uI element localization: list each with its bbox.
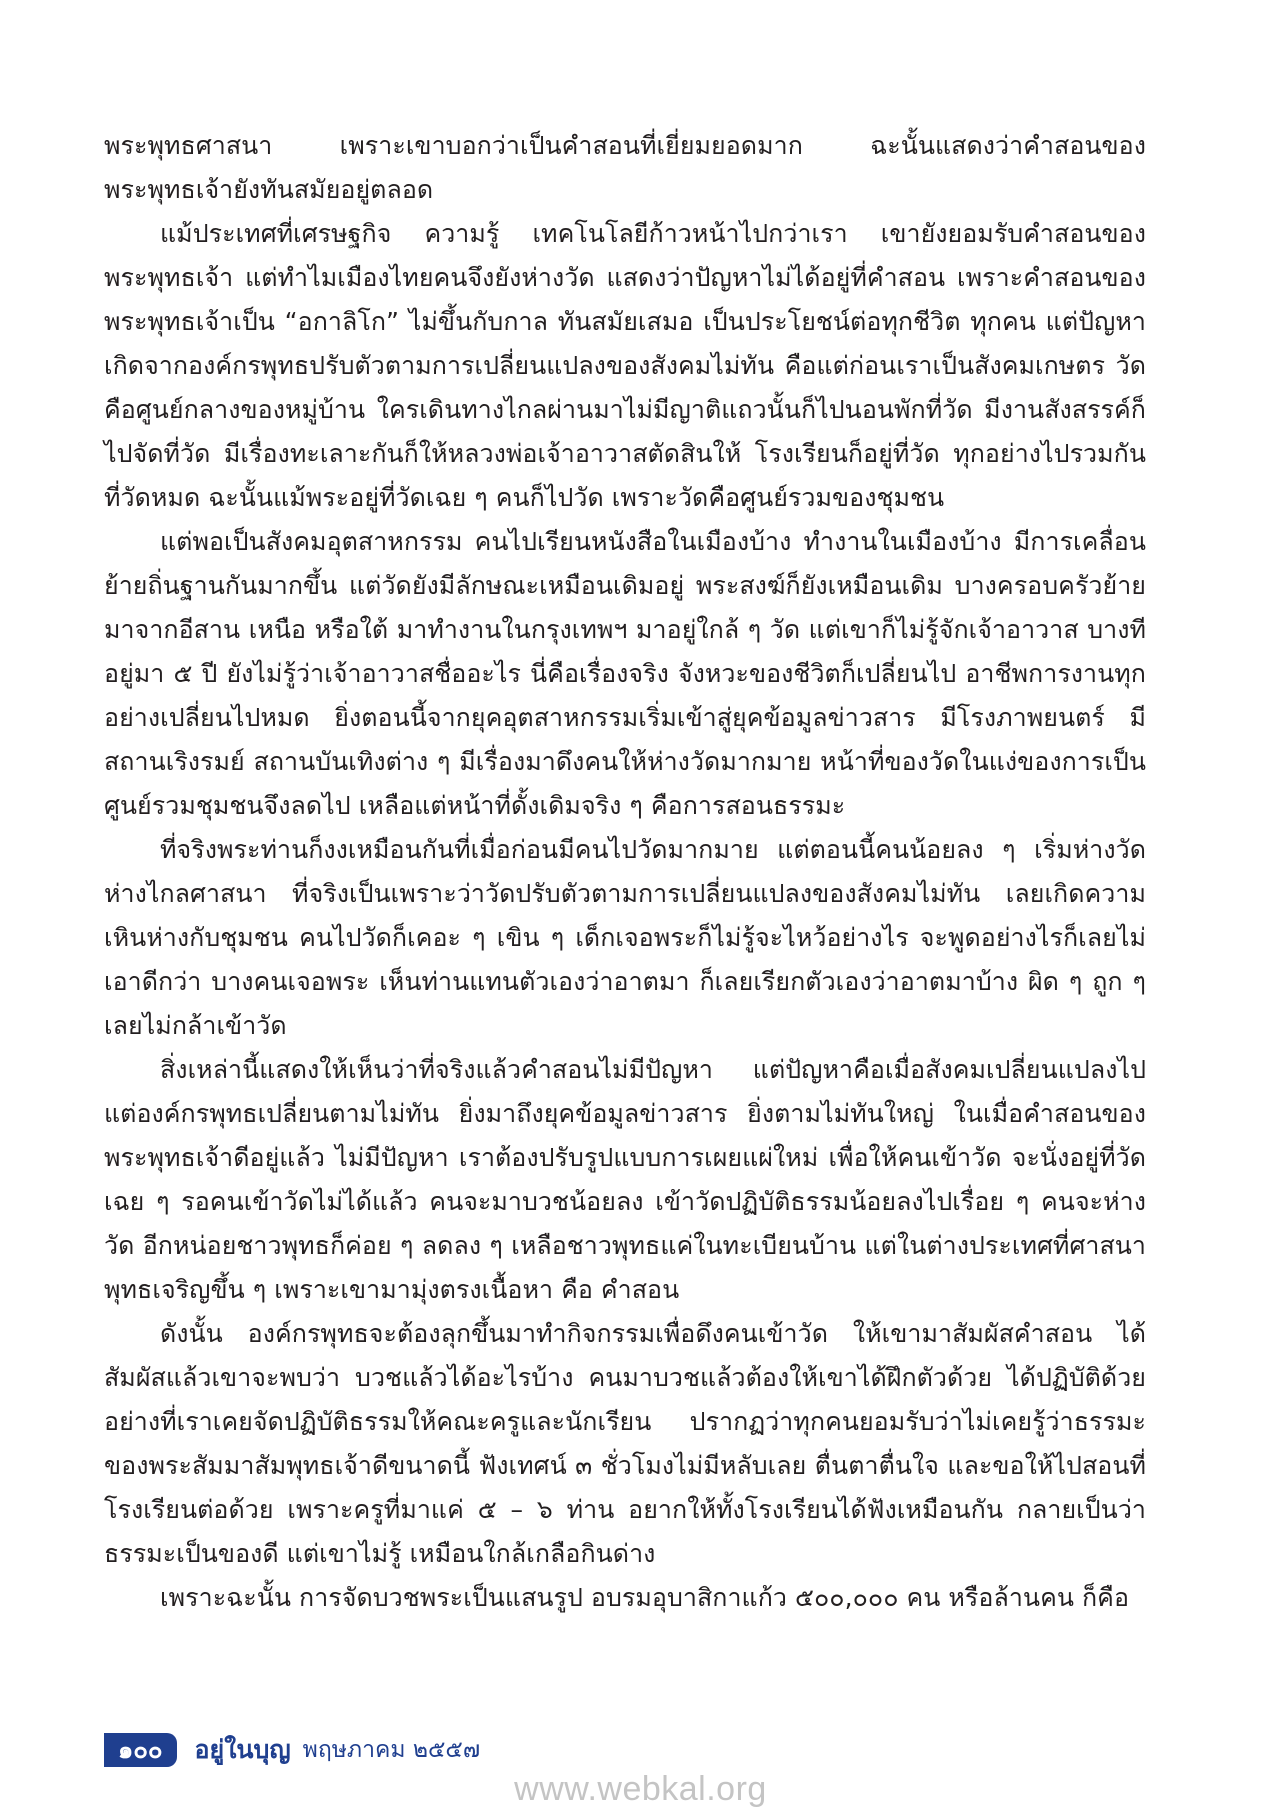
watermark: www.webkal.org — [514, 1770, 767, 1808]
paragraph-continuation: พระพุทธศาสนา เพราะเขาบอกว่าเป็นคำสอนที่เยี่ยมยอดมาก ฉะนั้นแสดงว่าคำสอนของพระพุทธเจ้ายังทันสมัยอยู่ตลอด — [104, 131, 1146, 204]
paragraph: สิ่งเหล่านี้แสดงให้เห็นว่าที่จริงแล้วคำสอนไม่มีปัญหา แต่ปัญหาคือเมื่อสังคมเปลี่ยนแปลงไป แต่องค์กรพุทธเปลี่ยนตามไม่ทัน ยิ่งมาถึงยุคข้อมูลข่าวสาร ยิ่งตามไม่ทันใหญ่ ในเมื่อคำสอนของพระพุทธเจ้าดีอยู่แล้ว ไม่มีปัญหา เราต้องปรับรูปแบบการเผยแผ่ใหม่ เพื่อให้คนเข้าวัด จะนั่งอยู่ที่วัดเฉย ๆ รอคนเข้าวัดไม่ได้แล้ว คนจะมาบวชน้อยลง เข้าวัดปฏิบัติธรรมน้อยลงไปเรื่อย ๆ คนจะห่างวัด อีกหน่อยชาวพุทธก็ค่อย ๆ ลดลง ๆ เหลือชาวพุทธแค่ในทะเบียนบ้าน แต่ในต่างประเทศที่ศาสนาพุทธเจริญขึ้น ๆ เพราะเขามามุ่งตรงเนื้อหา คือ คำสอน — [104, 1055, 1146, 1304]
page-footer — [104, 1733, 480, 1767]
issue-date: พฤษภาคม ๒๕๕๗ — [302, 1737, 481, 1763]
article-body — [104, 124, 1146, 1620]
magazine-title: อยู่ในบุญ — [194, 1735, 291, 1764]
page-number: ๑๐๐ — [104, 1733, 177, 1767]
paragraph: ที่จริงพระท่านก็งงเหมือนกันที่เมื่อก่อนมีคนไปวัดมากมาย แต่ตอนนี้คนน้อยลง ๆ เริ่มห่างวัด ห่างไกลศาสนา ที่จริงเป็นเพราะว่าวัดปรับตัวตามการเปลี่ยนแปลงของสังคมไม่ทัน เลยเกิดความเหินห่างกับชุมชน คนไปวัดก็เคอะ ๆ เขิน ๆ เด็กเจอพระก็ไม่รู้จะไหว้อย่างไร จะพูดอย่างไรก็เลยไม่เอาดีกว่า บางคนเจอพระ เห็นท่านแทนตัวเองว่าอาตมา ก็เลยเรียกตัวเองว่าอาตมาบ้าง ผิด ๆ ถูก ๆ เลยไม่กล้าเข้าวัด — [104, 835, 1146, 1040]
paragraph-continues: เพราะฉะนั้น การจัดบวชพระเป็นแสนรูป อบรมอุบาสิกาแก้ว ๕๐๐,๐๐๐ คน หรือล้านคน ก็คือ — [160, 1583, 1130, 1612]
paragraph: แม้ประเทศที่เศรษฐกิจ ความรู้ เทคโนโลยีก้าวหน้าไปกว่าเรา เขายังยอมรับคำสอนของพระพุทธเจ้า แต่ทำไมเมืองไทยคนจึงยังห่างวัด แสดงว่าปัญหาไม่ได้อยู่ที่คำสอน เพราะคำสอนของพระพุทธเจ้าเป็น “อกาลิโก” ไม่ขึ้นกับกาล ทันสมัยเสมอ เป็นประโยชน์ต่อทุกชีวิต ทุกคน แต่ปัญหาเกิดจากองค์กรพุทธปรับตัวตามการเปลี่ยนแปลงของสังคมไม่ทัน คือแต่ก่อนเราเป็นสังคมเกษตร วัดคือศูนย์กลางของหมู่บ้าน ใครเดินทางไกลผ่านมาไม่มีญาติแถวนั้นก็ไปนอนพักที่วัด มีงานสังสรรค์ก็ไปจัดที่วัด มีเรื่องทะเลาะกันก็ให้หลวงพ่อเจ้าอาวาสตัดสินให้ โรงเรียนก็อยู่ที่วัด ทุกอย่างไปรวมกันที่วัดหมด ฉะนั้นแม้พระอยู่ที่วัดเฉย ๆ คนก็ไปวัด เพราะวัดคือศูนย์รวมของชุมชน — [104, 219, 1146, 512]
paragraph: แต่พอเป็นสังคมอุตสาหกรรม คนไปเรียนหนังสือในเมืองบ้าง ทำงานในเมืองบ้าง มีการเคลื่อนย้ายถิ่นฐานกันมากขึ้น แต่วัดยังมีลักษณะเหมือนเดิมอยู่ พระสงฆ์ก็ยังเหมือนเดิม บางครอบครัวย้ายมาจากอีสาน เหนือ หรือใต้ มาทำงานในกรุงเทพฯ มาอยู่ใกล้ ๆ วัด แต่เขาก็ไม่รู้จักเจ้าอาวาส บางทีอยู่มา ๕ ปี ยังไม่รู้ว่าเจ้าอาวาสชื่ออะไร นี่คือเรื่องจริง จังหวะของชีวิตก็เปลี่ยนไป อาชีพการงานทุกอย่างเปลี่ยนไปหมด ยิ่งตอนนี้จากยุคอุตสาหกรรมเริ่มเข้าสู่ยุคข้อมูลข่าวสาร มีโรงภาพยนตร์ มีสถานเริงรมย์ สถานบันเทิงต่าง ๆ มีเรื่องมาดึงคนให้ห่างวัดมากมาย หน้าที่ของวัดในแง่ของการเป็นศูนย์รวมชุมชนจึงลดไป เหลือแต่หน้าที่ดั้งเดิมจริง ๆ คือการสอนธรรมะ — [104, 527, 1146, 820]
paragraph: ดังนั้น องค์กรพุทธจะต้องลุกขึ้นมาทำกิจกรรมเพื่อดึงคนเข้าวัด ให้เขามาสัมผัสคำสอน ได้สัมผัสแล้วเขาจะพบว่า บวชแล้วได้อะไรบ้าง คนมาบวชแล้วต้องให้เขาได้ฝึกตัวด้วย ได้ปฏิบัติด้วย อย่างที่เราเคยจัดปฏิบัติธรรมให้คณะครูและนักเรียน ปรากฏว่าทุกคนยอมรับว่าไม่เคยรู้ว่าธรรมะของพระสัมมาสัมพุทธเจ้าดีขนาดนี้ ฟังเทศน์ ๓ ชั่วโมงไม่มีหลับเลย ตื่นตาตื่นใจ และขอให้ไปสอนที่โรงเรียนต่อด้วย เพราะครูที่มาแค่ ๕ – ๖ ท่าน อยากให้ทั้งโรงเรียนได้ฟังเหมือนกัน กลายเป็นว่าธรรมะเป็นของดี แต่เขาไม่รู้ เหมือนใกล้เกลือกินด่าง — [104, 1319, 1146, 1568]
